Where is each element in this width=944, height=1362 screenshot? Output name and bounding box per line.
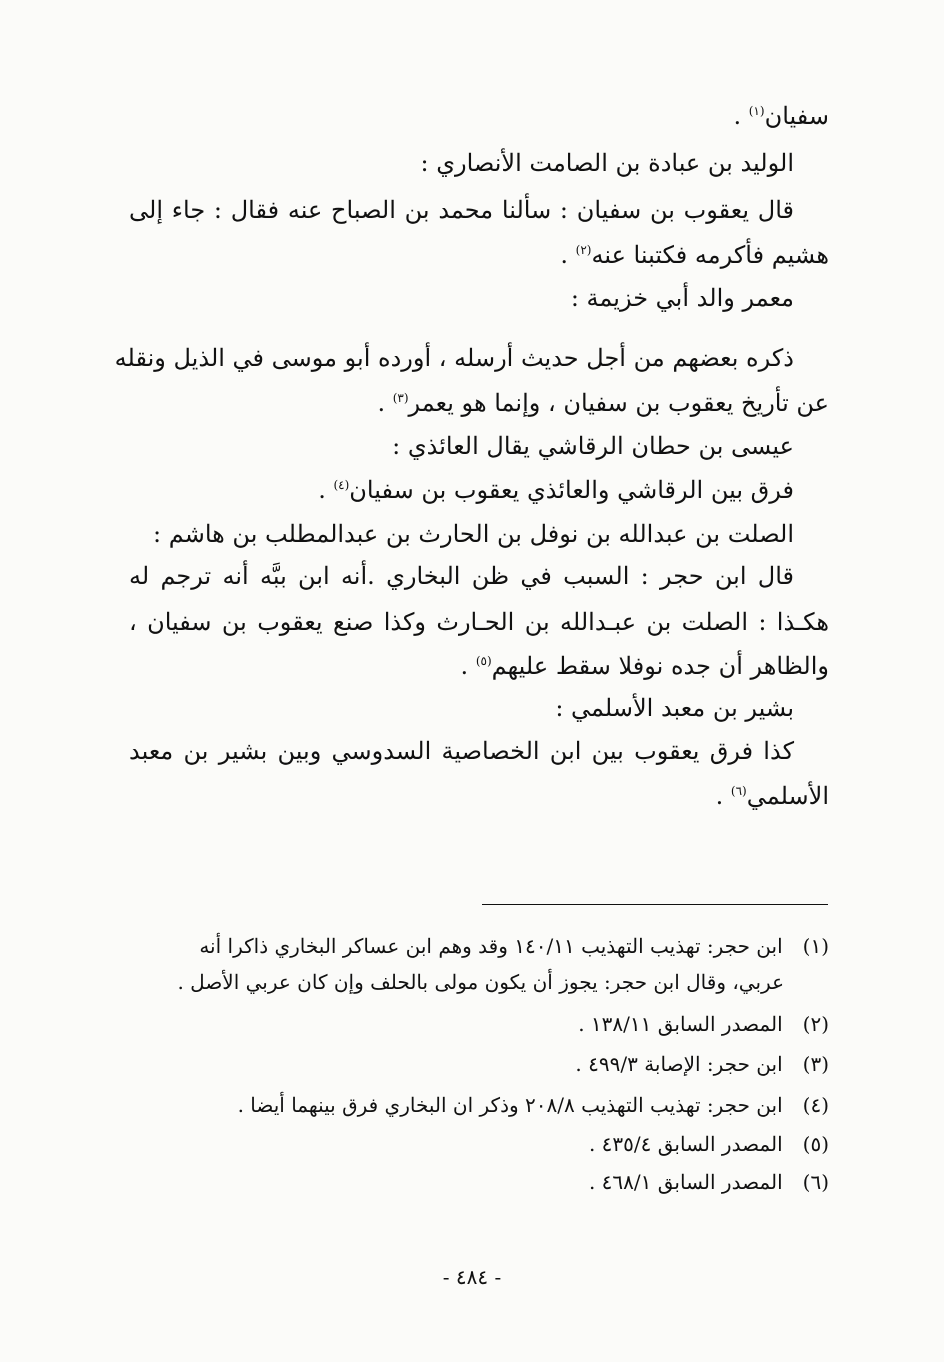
body-line-4-end: . [560,241,576,269]
page-number: - ٤٨٤ - [442,1265,502,1289]
footnote-1-continued-text: عربي، وقال ابن حجر: يجوز أن يكون مولى بالحلف وإن كان عربي الأصل . [177,970,784,994]
footnote-ref-5[interactable]: (٥) [475,654,492,668]
body-line-7-end: . [377,389,393,417]
heading-al-walid-text: الوليد بن عبادة بن الصامت الأنصاري : [420,149,794,177]
heading-isa-text: عيسى بن حطان الرقاشي يقال العائذي : [392,432,794,460]
body-line-6-text: ذكره بعضهم من أجل حديث أرسله ، أورده أبو موسى في الذيل ونقله [114,344,794,372]
footnote-2 [578,1008,829,1040]
footnote-3-text: ابن حجر: الإصابة ٤٩٩/٣ . [575,1052,783,1076]
footnote-6-number: (٦) [802,1170,829,1194]
body-line-9-text: فرق بين الرقاشي والعائذي يعقوب بن سفيان [349,476,794,504]
heading-muammar [571,280,794,316]
body-line-9 [318,472,794,508]
heading-al-walid [421,145,795,181]
body-line-1-text: سفيان [764,102,829,130]
body-line-1 [733,98,829,134]
footnote-1-continued [177,966,784,998]
body-line-9-end: . [318,476,334,504]
body-line-16-text: الأسلمي [746,782,829,810]
footnote-ref-6[interactable]: (٦) [730,784,747,798]
heading-muammar-text: معمر والد أبي خزيمة : [570,284,794,312]
body-line-12 [129,604,829,640]
footnote-6-text: المصدر السابق ٤٦٨/١ . [588,1170,783,1194]
footnote-4 [238,1089,829,1121]
body-line-6 [114,340,794,376]
body-line-3-text: قال يعقوب بن سفيان : سألنا محمد بن الصباح عنه فقال : جاء إلى [129,196,794,224]
footnote-5-text: المصدر السابق ٤٣٥/٤ . [588,1132,783,1156]
body-line-11 [129,558,794,594]
body-line-16-end: . [715,782,731,810]
heading-as-salt [153,516,794,552]
heading-bashir [555,690,794,726]
body-line-4-text: هشيم فأكرمه فكتبنا عنه [591,241,829,269]
footnote-1-number: (١) [802,934,829,958]
footnote-4-text: ابن حجر: تهذيب التهذيب ٢٠٨/٨ وذكر ان البخاري فرق بينهما أيضا . [237,1093,783,1117]
footnote-ref-1[interactable]: (١) [748,104,765,118]
heading-as-salt-text: الصلت بن عبدالله بن نوفل بن الحارث بن عبدالمطلب بن هاشم : [153,520,794,548]
body-line-3 [129,192,794,228]
footnote-ref-2[interactable]: (٢) [575,243,592,257]
heading-isa [392,428,794,464]
body-line-1-end: . [733,102,749,130]
heading-bashir-text: بشير بن معبد الأسلمي : [555,694,794,722]
body-line-11-text: قال ابن حجر : السبب في ظن البخاري .أنه ابن ببَّه أنه ترجم له [129,562,794,590]
body-line-12-text: هكـذا : الصلت بن عبـدالله بن الحـارث وكذا صنع يعقوب بن سفيان ، [129,608,829,636]
body-line-4 [560,237,829,273]
footnote-2-text: المصدر السابق ١٣٨/١١ . [578,1012,783,1036]
footnote-2-number: (٢) [802,1012,829,1036]
body-line-13-end: . [460,652,476,680]
footnote-separator [482,904,828,905]
footnote-6 [589,1166,829,1198]
body-line-16 [716,778,829,814]
footnote-5-number: (٥) [802,1132,829,1156]
footnote-4-number: (٤) [802,1093,829,1117]
footnote-1-text: ابن حجر: تهذيب التهذيب ١٤٠/١١ وقد وهم ابن عساكر البخاري ذاكرا أنه [199,934,783,958]
body-line-15-text: كذا فرق يعقوب بين ابن الخصاصية السدوسي وبين بشير بن معبد [129,737,794,765]
body-line-13 [461,648,829,684]
body-line-15 [129,733,794,769]
footnote-ref-4[interactable]: (٤) [333,478,350,492]
footnote-5 [589,1128,829,1160]
footnote-1 [199,930,829,962]
body-line-13-text: والظاهر أن جده نوفلا سقط عليهم [491,652,829,680]
body-line-7 [377,385,829,421]
body-line-7-text: عن تأريخ يعقوب بن سفيان ، وإنما هو يعمر [408,389,829,417]
footnote-ref-3[interactable]: (٣) [392,391,409,405]
footnote-3-number: (٣) [802,1052,829,1076]
footnote-3 [575,1048,829,1080]
